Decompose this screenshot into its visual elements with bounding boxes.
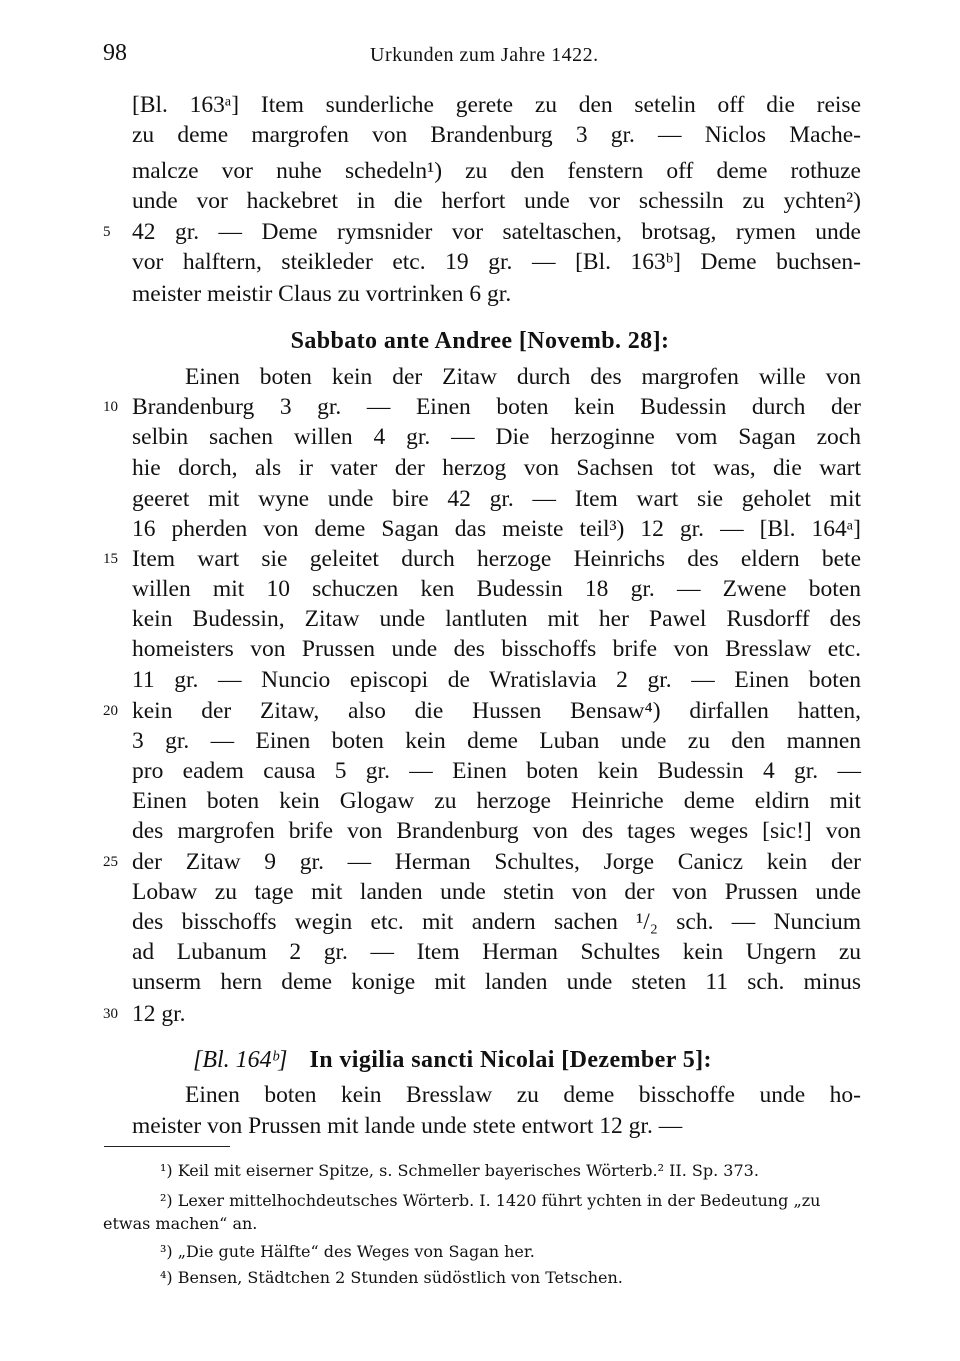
text-line: Brandenburg 3 gr. — Einen boten kein Budessin durch der [132, 394, 861, 420]
text-line: ad Lubanum 2 gr. — Item Herman Schultes kein Ungern zu [132, 939, 861, 965]
text-line: meister meistir Claus zu vortrinken 6 gr. [132, 281, 512, 307]
text-line: meister von Prussen mit lande unde stete entwort 12 gr. — [132, 1113, 683, 1139]
text-line: des bisschoffs wegin etc. mit andern sachen ¹/₂ sch. — Nuncium [132, 909, 861, 935]
text-line: des margrofen brife von Brandenburg von des tages weges [sic!] von [132, 818, 861, 844]
text-line: kein Budessin, Zitaw unde lantluten mit her Pawel Rusdorff des [132, 606, 861, 632]
text-line: malcze vor nuhe schedeln¹) zu den fenstern off deme rothuze [132, 158, 861, 184]
text-line: 11 gr. — Nuncio episcopi de Wratislavia 2 gr. — Einen boten [132, 667, 861, 693]
section-title: In vigilia sancti Nicolai [Dezember 5]: [309, 1047, 712, 1073]
footnote: ³) „Die gute Hälfte“ des Weges von Sagan her. [160, 1242, 535, 1261]
running-head: Urkunden zum Jahre 1422. [370, 44, 599, 66]
text-line: 16 pherden von deme Sagan das meiste teil³) 12 gr. — [Bl. 164ᵃ] [132, 516, 861, 542]
line-number: 30 [103, 1006, 118, 1022]
text-line: 3 gr. — Einen boten kein deme Luban unde zu den mannen [132, 728, 861, 754]
text-line: Einen boten kein der Zitaw durch des margrofen wille von [185, 364, 861, 390]
line-number: 15 [103, 551, 118, 567]
footnote: etwas machen“ an. [103, 1214, 258, 1233]
footnote-rule [104, 1146, 230, 1147]
footnote: ²) Lexer mittelhochdeutsches Wörterb. I. 1420 führt ychten in der Bedeutung „zu [160, 1191, 821, 1210]
text-line: Einen boten kein Bresslaw zu deme bisschoffe unde ho- [185, 1082, 861, 1108]
text-line: der Zitaw 9 gr. — Herman Schultes, Jorge Canicz kein der [132, 849, 861, 875]
text-line: Einen boten kein Glogaw zu herzoge Heinriche deme eldirn mit [132, 788, 861, 814]
line-number: 25 [103, 854, 118, 870]
text-line: unserm hern deme konige mit landen unde steten 11 sch. minus [132, 969, 861, 995]
text-line: willen mit 10 schuczen ken Budessin 18 gr. — Zwene boten [132, 576, 861, 602]
text-line: unde vor hackebret in die herfort unde vor schessiln zu ychten²) [132, 188, 861, 214]
text-line: geeret mit wyne unde bire 42 gr. — Item wart sie geholet mit [132, 486, 861, 512]
text-line: hie dorch, als ir vater der herzog von Sachsen tot was, die wart [132, 455, 861, 481]
line-number: 10 [103, 399, 118, 415]
text-line: zu deme margrofen von Brandenburg 3 gr. — Niclos Mache- [132, 122, 861, 148]
text-line: kein der Zitaw, also die Hussen Bensaw⁴) dirfallen hatten, [132, 698, 861, 724]
text-line: 42 gr. — Deme rymsnider vor sateltaschen, brotsag, rymen unde [132, 219, 861, 245]
footnote: ⁴) Bensen, Städtchen 2 Stunden südöstlich von Tetschen. [160, 1268, 623, 1287]
line-number: 5 [103, 224, 111, 240]
footnote: ¹) Keil mit eiserner Spitze, s. Schmeller bayerisches Wörterb.² II. Sp. 373. [160, 1161, 759, 1180]
text-line: [Bl. 163ᵃ] Item sunderliche gerete zu den setelin off die reise [132, 92, 861, 118]
text-line: 12 gr. [132, 1001, 186, 1027]
text-line: homeisters von Prussen unde des bisschoffs brife von Bresslaw etc. [132, 636, 861, 662]
section-heading-2 [193, 1045, 712, 1075]
folio-reference: [Bl. 164ᵇ] [193, 1047, 288, 1073]
line-number: 20 [103, 703, 118, 719]
page-number: 98 [103, 40, 127, 66]
section-heading: Sabbato ante Andree [Novemb. 28]: [290, 328, 670, 354]
text-line: vor halftern, steikleder etc. 19 gr. — [Bl. 163ᵇ] Deme buchsen- [132, 249, 861, 275]
text-line: pro eadem causa 5 gr. — Einen boten kein Budessin 4 gr. — [132, 758, 861, 784]
text-line: Lobaw zu tage mit landen unde stetin von der von Prussen unde [132, 879, 861, 905]
text-line: Item wart sie geleitet durch herzoge Heinrichs des eldern bete [132, 546, 861, 572]
text-line: selbin sachen willen 4 gr. — Die herzoginne vom Sagan zoch [132, 424, 861, 450]
